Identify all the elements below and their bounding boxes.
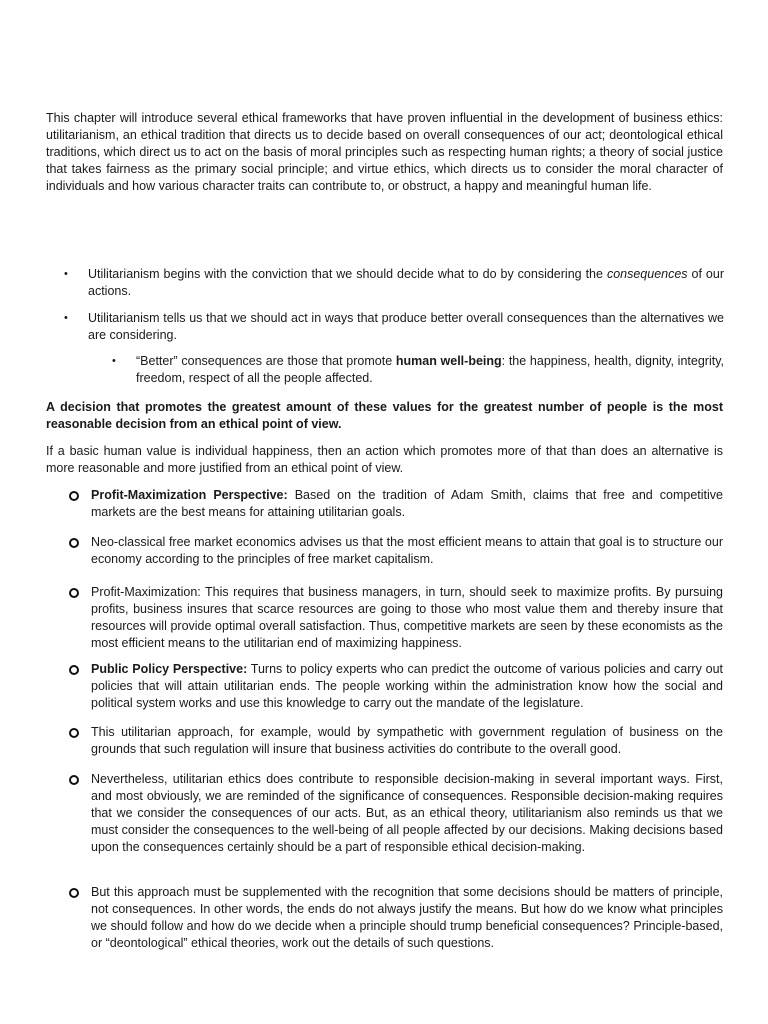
intro-paragraph: This chapter will introduce several ethical frameworks that have proven influential in the development of business ethics: utilitarianism, an ethical tradition that directs us to decide based on overall consequences of our act; deontological ethical traditions, which direct us to act on the basis of moral principles such as respecting human rights; a theory of social justice that takes fairness as the primary social principle; and virtue ethics, which directs us to consider the moral character of individuals and how various character traits can contribute to, or obstruct, a happy and meaningful human life. xyxy=(46,111,723,193)
bullet-mark: • xyxy=(64,312,68,324)
item-nevertheless: Nevertheless, utilitarian ethics does contribute to responsible decision-making in several important ways. First, and most obviously, we are reminded of the significance of consequences. Responsible decision-making requires that we consider the consequences of our acts. But, as an ethical theory, utilitarianism also reminds us that we must consider the consequences to the well-being of all people affected by our decisions. Making decisions based upon the consequences certainly should be a part of responsible ethical decision-making. xyxy=(91,772,723,854)
item-label: Profit-Maximization Perspective: xyxy=(91,488,288,502)
ring-bullet-icon xyxy=(69,491,79,501)
sub-bullet-well-being xyxy=(112,353,724,387)
bullet-text-end: of our actions. xyxy=(88,267,725,298)
ring-bullet-icon xyxy=(69,728,79,738)
ring-bullet-icon xyxy=(69,538,79,548)
bold-human-well-being: human well-being xyxy=(395,354,502,368)
bullet-text: “Better” consequences are those that promote xyxy=(136,354,396,368)
item-regulation: This utilitarian approach, for example, would by sympathetic with government regulation of business on the grounds that such regulation will insure that business activities do contribute to the overall good. xyxy=(91,725,723,756)
ring-bullet-icon xyxy=(69,665,79,675)
bullet-text: Utilitarianism tells us that we should act in ways that produce better overall consequences than the alternatives we are considering. xyxy=(88,311,724,342)
key-statement: A decision that promotes the greatest amount of these values for the greatest number of people is the most reasonable decision from an ethical point of view. xyxy=(46,400,723,431)
bullet-text: Utilitarianism begins with the conviction that we should decide what to do by considering the xyxy=(88,267,607,281)
item-profit-maximization-perspective xyxy=(91,487,723,521)
item-principles: But this approach must be supplemented with the recognition that some decisions should be matters of principle, not consequences. In other words, the ends do not always justify the means. But how do we know what principles we should follow and how do we decide when a principle should trump beneficial consequences? Principle-based, or “deontological” ethical theories, work out the details of such questions. xyxy=(91,885,723,950)
bullet-mark: • xyxy=(64,268,68,280)
ring-bullet-icon xyxy=(69,888,79,898)
item-public-policy-perspective xyxy=(91,661,723,712)
ring-bullet-icon xyxy=(69,588,79,598)
bullet-mark: • xyxy=(112,355,116,367)
item-text: Turns to policy experts who can predict the outcome of various policies and carry out policies that will attain utilitarian ends. The people working within the administration know how the social and political system works and use this knowledge to carry out the mandate of the legislature. xyxy=(91,662,723,710)
happiness-paragraph: If a basic human value is individual happiness, then an action which promotes more of that than does an alternative is more reasonable and more justified from an ethical point of view. xyxy=(46,444,723,475)
ring-bullet-icon xyxy=(69,775,79,785)
item-profit-maximization: Profit-Maximization: This requires that business managers, in turn, should seek to maximize profits. By pursuing profits, business insures that scarce resources are going to those who most value them and thereby insure that resources will provide optimal overall satisfaction. Thus, competitive markets are seen by these economists as the most efficient means to the utilitarian end of maximizing happiness. xyxy=(91,585,723,650)
item-label: Public Policy Perspective: xyxy=(91,662,248,676)
item-neo-classical: Neo-classical free market economics advises us that the most efficient means to attain that goal is to structure our economy according to the principles of free market capitalism. xyxy=(91,535,723,566)
bullet-consequences xyxy=(64,266,724,300)
bullet-better-outcomes xyxy=(64,310,724,344)
bullet-text-end: : the happiness, health, dignity, integrity, freedom, respect of all the people affected. xyxy=(136,354,724,385)
emphasis-consequences: consequences xyxy=(606,267,688,281)
item-text: Based on the tradition of Adam Smith, claims that free and competitive markets are the best means for attaining utilitarian goals. xyxy=(91,488,723,519)
